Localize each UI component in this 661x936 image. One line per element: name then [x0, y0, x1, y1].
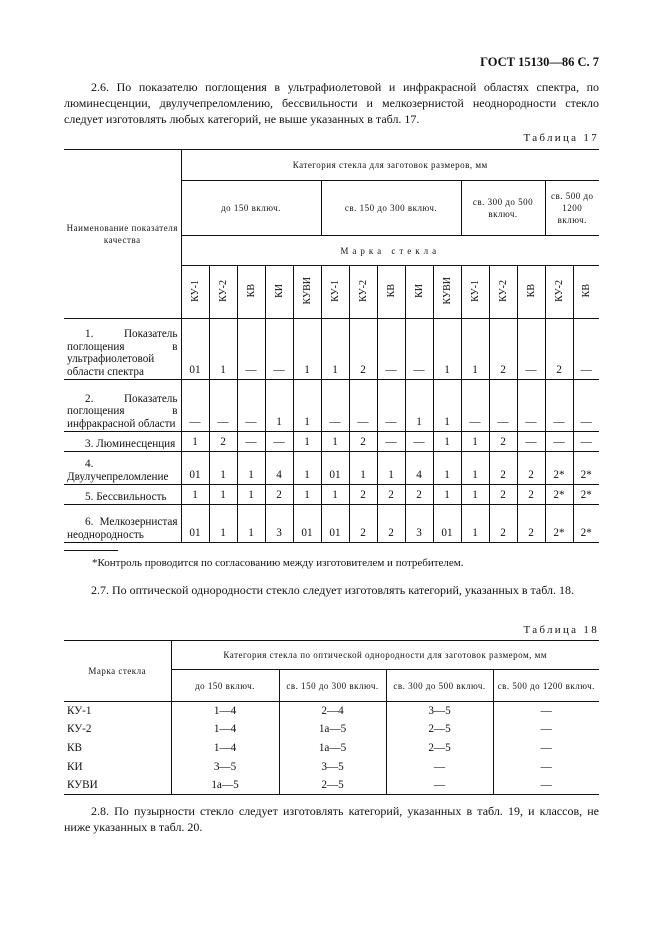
table-17-brand-cell: КУ-2 — [209, 266, 237, 319]
table-17-cell: — — [265, 319, 293, 380]
table-17-title: Таблица 17 — [523, 132, 599, 144]
table-18-size-header: св. 500 до 1200 включ. — [493, 670, 599, 702]
table-17-cell: — — [237, 319, 265, 380]
table-17-cell: 1 — [209, 485, 237, 505]
table-17-cell: 01 — [181, 452, 209, 485]
table-17-cell: 1 — [405, 380, 433, 432]
table-17-cell: 1 — [209, 452, 237, 485]
table-17-cell: 2* — [545, 452, 573, 485]
table-18-brand: КИ — [64, 757, 171, 776]
table-17-cell: 2 — [405, 485, 433, 505]
table-17-cell: 2 — [489, 432, 517, 452]
table-18-size-header: до 150 включ. — [171, 670, 279, 702]
table-17-cell: 1 — [293, 452, 321, 485]
table-18-brand: КУ-2 — [64, 720, 171, 739]
table-17-cell: 1 — [293, 485, 321, 505]
table-17-cell: — — [209, 380, 237, 432]
table-17-brand-cell: КУ-1 — [181, 266, 209, 319]
table-17-cell: 2 — [349, 485, 377, 505]
table-17-cell: 01 — [433, 505, 461, 543]
table-17-brand-cell: КУ-2 — [489, 266, 517, 319]
table-17-cell: — — [377, 380, 405, 432]
table-17-cell: — — [377, 319, 405, 380]
table-17-cell: 3 — [265, 505, 293, 543]
table-17-size-group: св. 150 до 300 включ. — [321, 181, 461, 236]
table-17-cell: 1 — [433, 319, 461, 380]
table-18-category-header: Категория стекла по оптической однородности для заготовок размером, мм — [171, 641, 599, 670]
table-17-cell: — — [461, 380, 489, 432]
table-18-cell: — — [540, 760, 552, 773]
table-17-cell: 1 — [433, 452, 461, 485]
table-17-cell: — — [517, 380, 545, 432]
table-18-cell: 3—5 — [279, 757, 386, 776]
table-17-cell: 1 — [237, 452, 265, 485]
paragraph-2-6-text: 2.6. По показателю поглощения в ультрафиолетовой и инфракрасной областях спектра, по люминесценции, двулучепреломлению, бессвильности и мелкозернистой неоднородности стекло следует изготовлять любых категорий, не выше указанных в табл. 17. — [64, 80, 599, 126]
table-row — [64, 452, 599, 485]
table-17-cell: 2 — [517, 505, 545, 543]
table-17-brand-cell: КВ — [237, 266, 265, 319]
table-17-cell: 2 — [349, 319, 377, 380]
table-row — [64, 757, 599, 776]
table-17-cell: — — [405, 432, 433, 452]
table-17-cell: 1 — [237, 505, 265, 543]
table-17-row-name: 1. Показатель поглощения в ультрафиолетовой области спектра — [64, 319, 181, 380]
table-17-cell: — — [517, 319, 545, 380]
table-17-cell: 2 — [489, 505, 517, 543]
table-17-cell: 3 — [405, 505, 433, 543]
table-row — [64, 720, 599, 739]
table-17-cell: 01 — [293, 505, 321, 543]
table-17-brand-cell: КУ-1 — [461, 266, 489, 319]
table-17-cell: — — [237, 380, 265, 432]
table-17-size-group: св. 300 до 500 включ. — [461, 181, 545, 236]
table-17-cell: — — [573, 380, 599, 432]
table-18-cell: — — [386, 757, 493, 776]
table-17-cell: — — [321, 380, 349, 432]
table-18-size-header: св. 150 до 300 включ. — [279, 670, 386, 702]
table-17-cell: 1 — [461, 485, 489, 505]
table-17-cell: 1 — [433, 485, 461, 505]
table-17-row-name: 3. Люминесценция — [64, 432, 181, 452]
table-17-cell: 1 — [349, 452, 377, 485]
table-17-row-name: 4. Двулучепреломление — [64, 452, 181, 485]
table-18 — [64, 640, 599, 795]
table-17-cell: 2 — [489, 485, 517, 505]
table-18-cell: 1а—5 — [171, 776, 279, 795]
table-17-cell: 1 — [181, 432, 209, 452]
table-17-cell: 1 — [461, 452, 489, 485]
page-header: ГОСТ 15130—86 С. 7 — [480, 55, 599, 69]
table-18-cell: — — [386, 776, 493, 795]
table-18-cell: 3—5 — [171, 757, 279, 776]
table-17-cell: 2* — [573, 505, 599, 543]
table-17-cell: 4 — [265, 452, 293, 485]
table-17-cell: 01 — [321, 505, 349, 543]
table-17-brand-cell: КУВИ — [433, 266, 461, 319]
table-17-cell: 1 — [433, 432, 461, 452]
table-17-cell: 2 — [517, 452, 545, 485]
paragraph-2-7: 2.7. По оптической однородности стекло следует изготовлять категорий, указанных в табл. 18. — [91, 583, 575, 597]
table-17-footnote: *Контроль проводится по согласованию между изготовителем и потребителем. — [92, 557, 464, 569]
table-18-cell: — — [540, 741, 552, 754]
table-18-size-header: св. 300 до 500 включ. — [386, 670, 493, 702]
table-row — [64, 485, 599, 505]
table-18-brand-header: Марка стекла — [64, 641, 171, 702]
table-17-brand-cell: КУ-2 — [545, 266, 573, 319]
table-17-cell: 1 — [377, 452, 405, 485]
table-17-cell: 1 — [209, 505, 237, 543]
table-18-cell: 3—5 — [386, 702, 493, 721]
table-17-cell: — — [573, 432, 599, 452]
table-17-size-group: до 150 включ. — [181, 181, 321, 236]
table-17-brand-cell: КИ — [265, 266, 293, 319]
table-18-cell: 1а—5 — [279, 739, 386, 758]
table-17-cell: 1 — [321, 319, 349, 380]
table-17-brand-cell: КВ — [377, 266, 405, 319]
table-17-cell: — — [349, 380, 377, 432]
table-17-brand-header: Марка стекла — [181, 236, 599, 266]
table-17-cell: — — [489, 380, 517, 432]
table-18-cell: 2—5 — [386, 720, 493, 739]
table-17-cell: 2 — [517, 485, 545, 505]
table-17-row-name: 6. Мелкозернистая неоднородность — [64, 505, 181, 543]
table-row — [64, 776, 599, 795]
table-17-cell: 2 — [349, 432, 377, 452]
table-row — [64, 702, 599, 721]
table-18-cell: 1а—5 — [279, 720, 386, 739]
table-17-cell: 01 — [181, 505, 209, 543]
table-17-row-name: 2. Показатель поглощения в инфракрасной области — [64, 380, 181, 432]
table-17-name-header: Наименование показателя качества — [64, 150, 181, 319]
footnote-rule — [64, 550, 118, 551]
table-17-cell: 01 — [181, 319, 209, 380]
table-17-cell: 1 — [181, 485, 209, 505]
table-17-cell: 1 — [293, 319, 321, 380]
table-17-cell: 2 — [209, 432, 237, 452]
table-17-cell: 1 — [461, 319, 489, 380]
table-17-cell: 2* — [545, 485, 573, 505]
table-17-cell: 1 — [321, 432, 349, 452]
table-17-cell: 2 — [265, 485, 293, 505]
table-17-size-group: св. 500 до 1200 включ. — [550, 191, 594, 225]
table-17-cell: 2 — [489, 319, 517, 380]
table-17-cell: 1 — [265, 380, 293, 432]
table-17-cell: 1 — [237, 485, 265, 505]
table-17-cell: — — [377, 432, 405, 452]
table-17-cell: — — [545, 432, 573, 452]
table-row — [64, 432, 599, 452]
table-17-brand-cell: КВ — [517, 266, 545, 319]
table-17-cell: 2 — [545, 319, 573, 380]
table-18-cell: — — [540, 705, 552, 718]
table-17-cell: 1 — [321, 485, 349, 505]
table-17-cell: 1 — [461, 432, 489, 452]
table-17-cell: 2 — [489, 452, 517, 485]
table-18-cell: — — [493, 776, 599, 795]
table-17-cell: 2* — [573, 452, 599, 485]
paragraph-2-8: 2.8. По пузырности стекло следует изготовлять категорий, указанных в табл. 19, и классов, не ниже указанных в табл. 20. — [64, 804, 599, 834]
table-17-cell: 1 — [293, 432, 321, 452]
table-17-brand-cell: КВ — [573, 266, 599, 319]
table-17-cell: — — [545, 380, 573, 432]
table-18-title: Таблица 18 — [523, 624, 599, 636]
table-17-row-name: 5. Бессвильность — [64, 485, 181, 505]
table-17-cell: — — [573, 319, 599, 380]
table-17-brand-cell: КУ-2 — [349, 266, 377, 319]
table-row — [64, 380, 599, 432]
table-row — [64, 505, 599, 543]
table-18-cell: 1—4 — [171, 720, 279, 739]
table-18-cell: 2—5 — [386, 739, 493, 758]
table-17-cell: 1 — [461, 505, 489, 543]
paragraph-2-6 — [64, 79, 599, 127]
table-18-cell: 1—4 — [171, 739, 279, 758]
table-17-category-header: Категория стекла для заготовок размеров, мм — [181, 150, 599, 181]
table-row — [64, 739, 599, 758]
table-18-brand: КВ — [64, 739, 171, 758]
table-18-cell: 1—4 — [171, 702, 279, 721]
table-18-cell: 2—4 — [279, 702, 386, 721]
table-17-cell: — — [237, 432, 265, 452]
table-17-cell: 2 — [349, 505, 377, 543]
table-17-cell: 2* — [573, 485, 599, 505]
table-17-cell: 2 — [377, 505, 405, 543]
table-18-cell: — — [540, 723, 552, 736]
table-17-cell: 1 — [433, 380, 461, 432]
table-17-cell: 2 — [377, 485, 405, 505]
table-17-cell: 01 — [321, 452, 349, 485]
table-17-brand-cell: КУ-1 — [321, 266, 349, 319]
table-18-cell: 2—5 — [279, 776, 386, 795]
table-17-brand-cell: КУВИ — [293, 266, 321, 319]
table-17 — [64, 149, 599, 543]
table-17-cell: — — [181, 380, 209, 432]
table-17-cell: 1 — [209, 319, 237, 380]
table-17-cell: 1 — [293, 380, 321, 432]
table-18-brand: КУ-1 — [64, 702, 171, 721]
table-17-cell: 2* — [545, 505, 573, 543]
table-18-brand: КУВИ — [64, 776, 171, 795]
table-row — [64, 319, 599, 380]
table-17-cell: — — [265, 432, 293, 452]
table-17-cell: — — [405, 319, 433, 380]
table-17-cell: 4 — [405, 452, 433, 485]
table-17-brand-cell: КИ — [405, 266, 433, 319]
table-17-cell: — — [517, 432, 545, 452]
